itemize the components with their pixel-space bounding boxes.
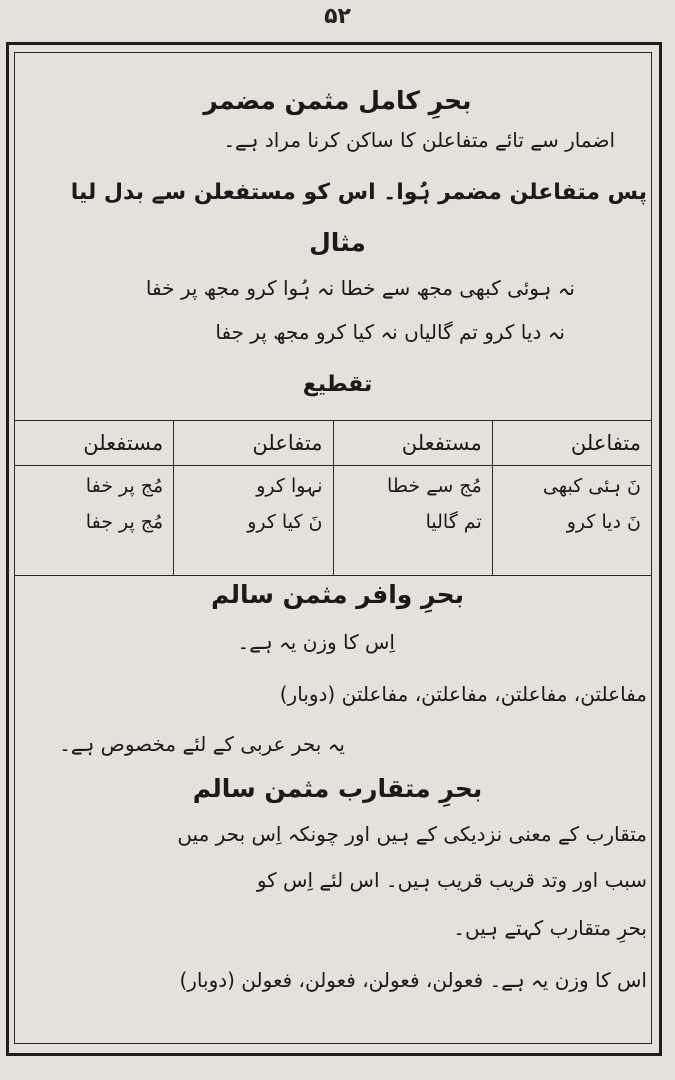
section3-heading: بحرِ متقارب مثمن سالم: [192, 774, 483, 803]
section3-line-4: اس کا وزن یہ ہے۔ فعولن، فعولن، فعولن، فعولن (دوبار): [179, 968, 647, 992]
scansion-heading: تقطیع: [302, 372, 373, 397]
scansion-cell: مُج سے خطا: [387, 475, 482, 497]
section3-line-1: متقارب کے معنی نزدیکی کے ہیں اور چونکہ اِس بحر میں: [177, 822, 647, 846]
scansion-body-row: [15, 466, 652, 576]
scansion-column-1: [492, 466, 651, 576]
scansion-column-3: [174, 466, 333, 576]
section2-line-3: یہ بحر عربی کے لئے مخصوص ہے۔: [59, 732, 345, 756]
scansion-header-row: [15, 421, 652, 466]
scansion-cell: تم گالیا: [425, 511, 482, 533]
scansion-column-2: [333, 466, 492, 576]
scansion-header-2: مستفعلن: [333, 421, 492, 466]
scansion-cell: نَ ہئی کبھی: [542, 475, 641, 497]
section1-line-1: اضمار سے تائے متفاعلن کا ساکن کرنا مراد ہے۔: [223, 128, 615, 152]
section3-line-3: بحرِ متقارب کہتے ہیں۔: [453, 916, 647, 940]
scansion-cell: مُج پر جفا: [85, 511, 164, 533]
scansion-cell: نَ دیا کرو: [566, 511, 641, 533]
section1-heading: بحرِ کامل مثمن مضمر: [203, 86, 472, 115]
scansion-header-4: مستفعلن: [15, 421, 174, 466]
scansion-cell: مُج پر خفا: [85, 475, 164, 497]
section2-line-2: مفاعلتن، مفاعلتن، مفاعلتن، مفاعلتن (دوبار): [279, 682, 647, 706]
section1-line-2: پس متفاعلن مضمر ہُوا۔ اس کو مستفعلن سے بدل لیا: [70, 180, 647, 205]
section2-line-1: اِس کا وزن یہ ہے۔: [237, 630, 395, 654]
scansion-header-3: متفاعلن: [174, 421, 333, 466]
scansion-table: [14, 420, 652, 576]
verse-1: نہ ہوئی کبھی مجھ سے خطا نہ ہُوا کرو مجھ پر خفا: [145, 276, 575, 300]
scansion-cell: نَ کیا کرو: [247, 511, 323, 533]
scansion-header-1: متفاعلن: [492, 421, 651, 466]
section2-heading: بحرِ وافر مثمن سالم: [210, 580, 464, 609]
scansion-column-4: [15, 466, 174, 576]
section3-line-2: سبب اور وتد قریب قریب ہیں۔ اس لئے اِس کو: [256, 868, 647, 892]
verse-2: نہ دیا کرو تم گالیاں نہ کیا کرو مجھ پر جفا: [215, 320, 565, 344]
page-number: ۵۲: [324, 4, 351, 29]
scansion-cell: نہوا کرو: [256, 475, 323, 497]
example-heading: مثال: [309, 228, 366, 257]
